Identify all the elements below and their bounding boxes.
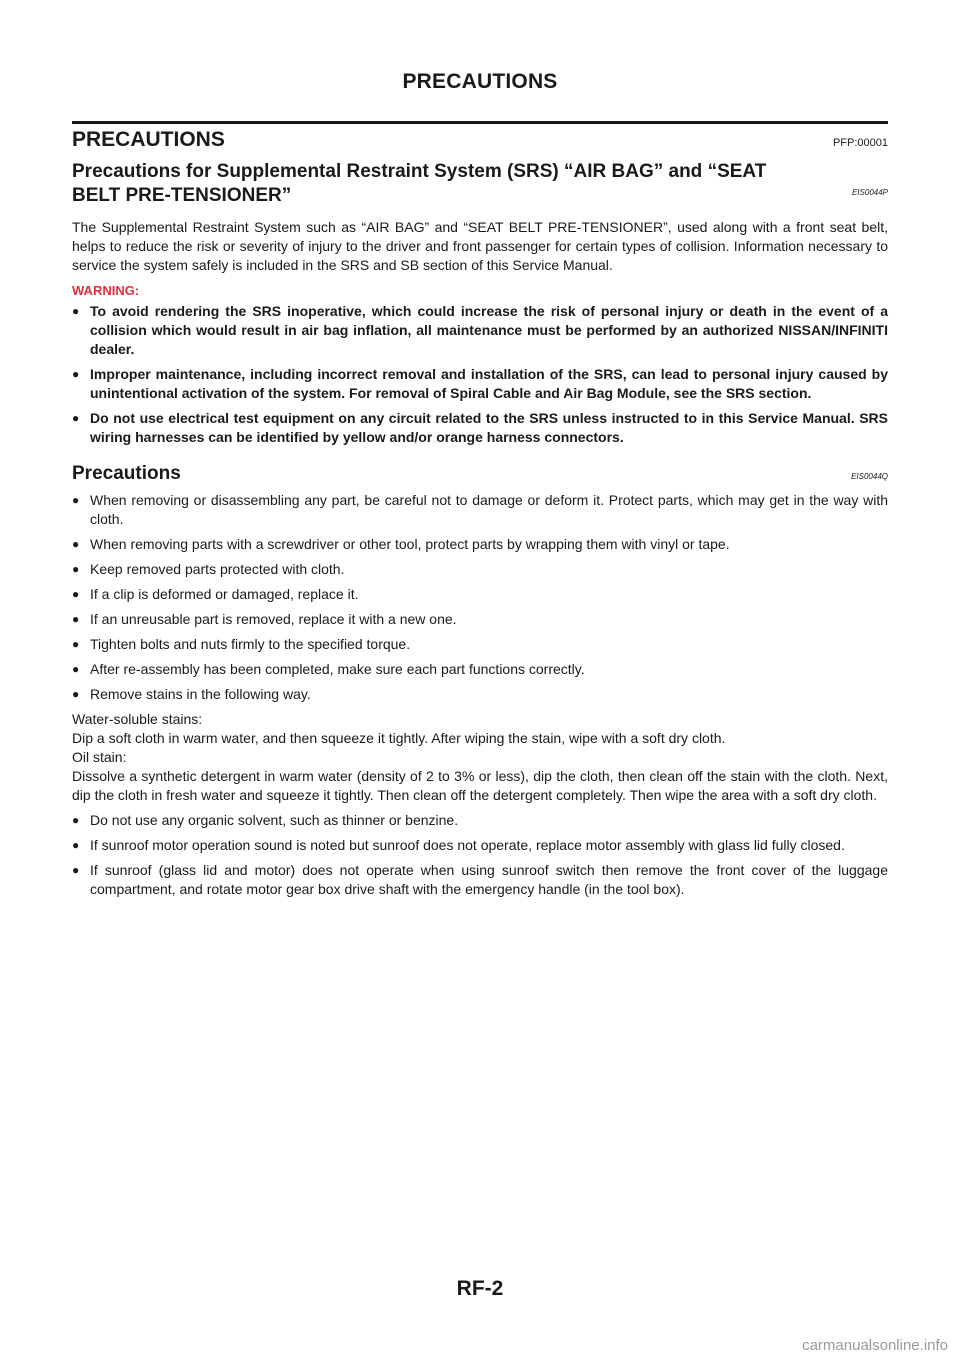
precaution-item: ● Do not use any organic solvent, such as thinner or benzine.	[72, 812, 459, 828]
precaution-item: ● Tighten bolts and nuts firmly to the specified torque.	[72, 636, 411, 652]
bullet-icon: ●	[72, 304, 80, 318]
precaution-item: ● Keep removed parts protected with cloth.	[72, 561, 345, 577]
precaution-item: ● After re-assembly has been completed, make sure each part functions correctly.	[72, 661, 585, 677]
bullet-icon: ●	[72, 662, 80, 676]
bullet-icon: ●	[72, 367, 80, 381]
bullet-icon: ●	[72, 612, 80, 626]
precautions-code: EIS0044Q	[851, 472, 888, 481]
warning-list	[72, 302, 888, 447]
precautions-list-2	[72, 811, 888, 899]
bullet-icon: ●	[72, 562, 80, 576]
bullet-icon: ●	[72, 687, 80, 701]
warning-item: ● Improper maintenance, including incorrect removal and installation of the SRS, can lead to personal injury caused by unintentional activation of the system. For removal of Spiral Cable and Air Bag Module, see the SRS section.	[72, 366, 888, 401]
warning-item: ● To avoid rendering the SRS inoperative, which could increase the risk of personal injury or death in the event of a collision which would result in air bag inflation, all maintenance must be performed by an authorized NISSAN/INFINITI dealer.	[72, 303, 888, 357]
oil-stain-text: Dissolve a synthetic detergent in warm water (density of 2 to 3% or less), dip the cloth, then clean off the stain with the cloth. Next, dip the cloth in fresh water and squeeze it tightly. Then clean off the detergent completely. Then wipe the area with a soft dry cloth.	[72, 768, 888, 803]
bullet-icon: ●	[72, 637, 80, 651]
section-title: PRECAUTIONS	[72, 128, 225, 151]
precaution-item: ● If sunroof motor operation sound is noted but sunroof does not operate, replace motor assembly with glass lid fully closed.	[72, 837, 845, 853]
running-header: PRECAUTIONS	[402, 70, 558, 93]
water-stain-text: Dip a soft cloth in warm water, and then squeeze it tightly. After wiping the stain, wipe with a soft dry cloth.	[72, 730, 726, 746]
precautions-list	[72, 491, 888, 704]
watermark: carmanualsonline.info	[802, 1337, 948, 1354]
srs-heading	[72, 160, 888, 208]
stain-instructions	[72, 710, 888, 805]
precaution-item: ● If sunroof (glass lid and motor) does not operate when using sunroof switch then remove the front cover of the luggage compartment, and rotate motor gear box drive shaft with the emergency handle (in the tool box).	[72, 862, 888, 897]
precaution-item: ● When removing parts with a screwdriver or other tool, protect parts by wrapping them with vinyl or tape.	[72, 536, 730, 552]
bullet-icon: ●	[72, 838, 80, 852]
water-stain-label: Water-soluble stains:	[72, 711, 203, 727]
bullet-icon: ●	[72, 587, 80, 601]
page-number: RF-2	[456, 1277, 504, 1300]
srs-body: The Supplemental Restraint System such as “AIR BAG” and “SEAT BELT PRE-TENSIONER”, used along with a front seat belt, helps to reduce the risk or severity of injury to the driver and front passenger for certain types of collision. Information necessary to service the system safely is included in the SRS and SB section of this Service Manual.	[72, 219, 888, 273]
bullet-icon: ●	[72, 411, 80, 425]
precaution-item: ● Remove stains in the following way.	[72, 686, 311, 702]
srs-title-line2: BELT PRE-TENSIONER”	[72, 185, 292, 206]
srs-title-line1: Precautions for Supplemental Restraint System (SRS) “AIR BAG” and “SEAT	[72, 161, 767, 182]
page-content	[72, 124, 888, 899]
warning-item: ● Do not use electrical test equipment on any circuit related to the SRS unless instructed to in this Service Manual. SRS wiring harnesses can be identified by yellow and/or orange harness connectors.	[72, 410, 888, 445]
section-heading	[72, 128, 888, 152]
precautions-heading	[72, 463, 888, 485]
bullet-icon: ●	[72, 537, 80, 551]
bullet-icon: ●	[72, 493, 80, 507]
srs-code: EIS0044P	[851, 188, 888, 197]
precaution-item: ● If a clip is deformed or damaged, replace it.	[72, 586, 359, 602]
precaution-item: ● When removing or disassembling any part, be careful not to damage or deform it. Protect parts, which may get in the way with cloth.	[72, 492, 888, 527]
bullet-icon: ●	[72, 813, 80, 827]
precautions-title: Precautions	[72, 463, 181, 484]
bullet-icon: ●	[72, 863, 80, 877]
section-code: PFP:00001	[832, 137, 888, 149]
warning-label: WARNING:	[72, 283, 140, 298]
oil-stain-label: Oil stain:	[72, 749, 127, 765]
precaution-item: ● If an unreusable part is removed, replace it with a new one.	[72, 611, 457, 627]
